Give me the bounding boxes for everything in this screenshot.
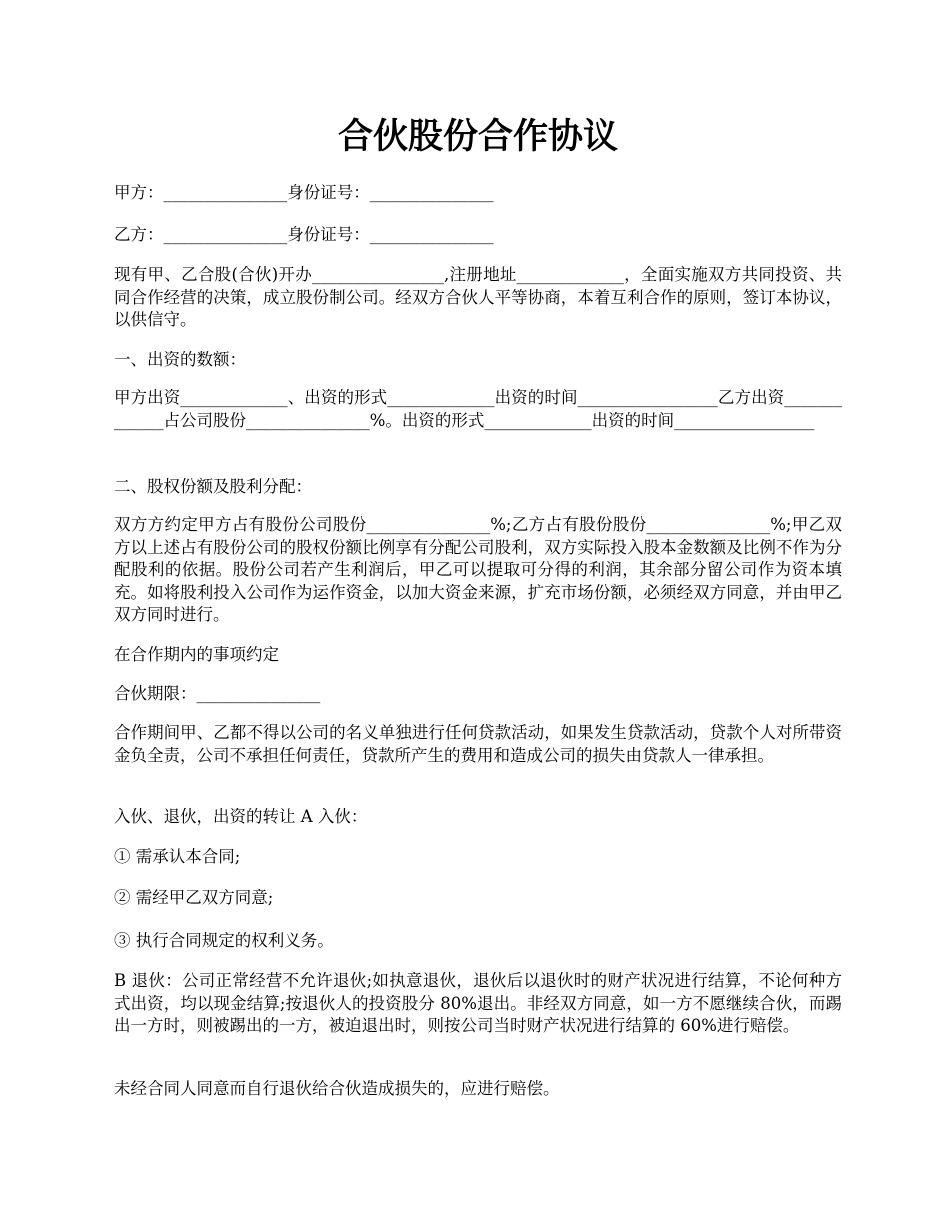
party-b-line: 乙方：_______________身份证号：_______________ bbox=[114, 225, 494, 244]
document-title: 合伙股份合作协议 bbox=[337, 116, 618, 157]
admission-item-1: ① 需承认本合同; bbox=[114, 847, 241, 866]
equity-dividend-paragraph: 双方方约定甲方占有股份公司股份_______________%;乙方占有股份股份_______________%;甲乙双方以上述占有股份公司的股权份额比例享有分配公司股利，双方实际投入股本金数额及比例不作为分配股利的依据。股份公司若产生利润后，甲乙可以提取可分得的利润，其余部分留公司作为资本填充。如将股利投入公司作为运作资金，以加大资金来源，扩充市场份额，必须经双方同意，并由甲乙双方同时进行。 bbox=[114, 515, 842, 624]
withdrawal-paragraph: B 退伙：公司正常经营不允许退伙;如执意退伙，退伙后以退伙时的财产状况进行结算，不论何种方式出资，均以现金结算;按退伙人的投资股分 80%退出。非经双方同意，如一方不愿继续合伙，而踢出一方时，则被踢出的一方，被迫退出时，则按公司当时财产状况进行结算的 60%进行赔偿。 bbox=[114, 971, 842, 1035]
capital-contribution-paragraph: 甲方出资_____________、出资的形式_____________出资的时间_________________乙方出资_____________占公司股份_______________%。出资的形式_____________出资的时间_________________ bbox=[114, 388, 843, 430]
party-a-line: 甲方：_______________身份证号：_______________ bbox=[114, 183, 494, 202]
admission-item-3: ③ 执行合同规定的权利义务。 bbox=[114, 931, 334, 950]
loan-restriction-paragraph: 合作期间甲、乙都不得以公司的名义单独进行任何贷款活动，如果发生贷款活动，贷款个人对所带资金负全责，公司不承担任何责任，贷款所产生的费用和造成公司的损失由贷款人一律承担。 bbox=[114, 723, 842, 765]
admission-item-2: ② 需经甲乙双方同意; bbox=[114, 888, 274, 907]
admission-heading: 入伙、退伙，出资的转让 A 入伙： bbox=[114, 807, 368, 826]
cooperation-period-heading: 在合作期内的事项约定 bbox=[114, 645, 279, 664]
section-heading-capital: 一、出资的数额： bbox=[114, 350, 246, 369]
preamble-paragraph: 现有甲、乙合股(合伙)开办________________,注册地址_____________，全面实施双方共同投资、共同合作经营的决策，成立股份制公司。经双方合伙人平等协商，本着互利合作的原则，签订本协议，以供信守。 bbox=[114, 265, 842, 329]
section-heading-equity: 二、股权份额及股利分配： bbox=[114, 477, 312, 496]
compensation-paragraph: 未经合同人同意而自行退伙给合伙造成损失的，应进行赔偿。 bbox=[114, 1079, 560, 1098]
partnership-term-line: 合伙期限：_______________ bbox=[114, 684, 321, 703]
